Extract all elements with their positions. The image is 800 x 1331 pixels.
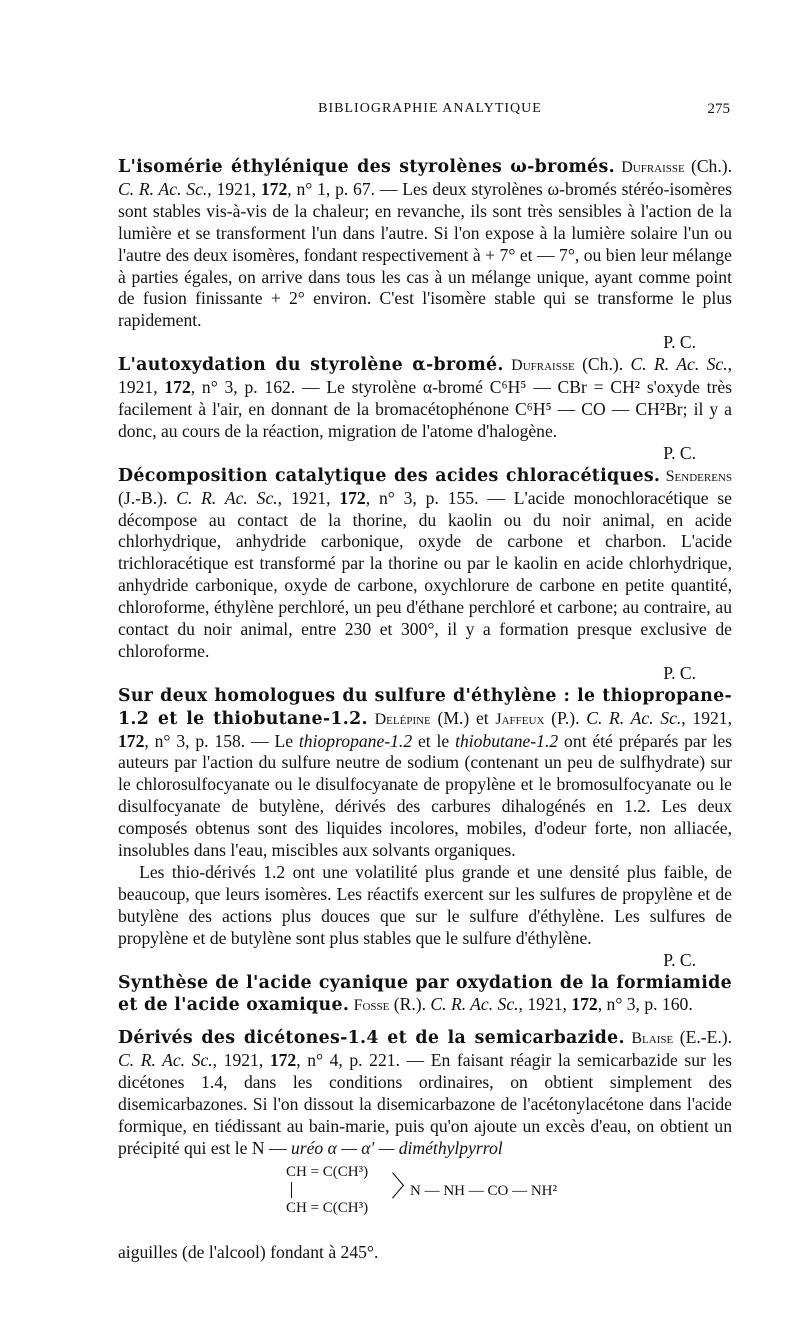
entry-initials: P. C. <box>663 662 696 683</box>
entry-journal: C. R. Ac. Sc. <box>430 994 519 1015</box>
bibliography-entry <box>118 685 732 972</box>
entry-ref: , n° 3, p. 155. <box>365 487 479 508</box>
bibliography-entry <box>118 1027 732 1263</box>
entry-ref: , n° 3, p. 158. <box>144 730 246 751</box>
entry-ref: , 1921, <box>207 178 261 199</box>
entry-volume: 172 <box>164 377 191 398</box>
entry-volume: 172 <box>118 730 145 751</box>
entry-initials: P. C. <box>663 442 696 463</box>
entry-author-2: Jaffeux <box>495 710 545 728</box>
entry-abstract: — Les deux styrolènes ω-bromés stéréo-isomères sont stables vis-à-vis de la chaleur; en revanche, ils sont très sensibles à l'action de la lumière et se transforment l'un dans l'autre. Si l'on expose à la lumière solaire l'un ou l'autre des deux isomères, fondant respectivement à + 7° et — 7°, ou bien leur mélange à parties égales, on arrive dans tous les cas à un mélange unique, ayant comme point de fusion finissante + 2° environ. C'est l'isomère stable qui se transforme le plus rapidement. <box>118 178 732 331</box>
entry-ref: , 1921, <box>277 487 340 508</box>
formula-line-top: CH = C(CH³) <box>286 1163 369 1180</box>
entry-ref: (M.) et <box>430 707 496 728</box>
entry-abstract: ont été préparés par les auteurs par l'action du sulfure neutre de sodium (contenant un peu de sulfhydrate) sur le chlorosulfocyanate ou le disulfocyanate de propylène et le bromosulfocyanate ou le disulfocyanate de butylène, dérivés des carbures dihalogénés en 1.2. Les deux composés obtenus sont des liquides incolores, mobiles, d'odeur forte, non alliacée, insolubles dans l'eau, miscibles aux solvants organiques. <box>118 730 732 861</box>
entry-volume: 172 <box>260 178 288 199</box>
entry-title: Décomposition catalytique des acides chloracétiques. <box>118 465 661 486</box>
entry-author: Dufraisse <box>511 357 575 375</box>
compound-name: thiobutane-1.2 <box>455 730 559 751</box>
entry-title: L'isomérie éthylénique des styrolènes ω-bromés. <box>118 157 615 177</box>
entry-ref: , 1921, <box>212 1050 270 1071</box>
bibliography-entry <box>118 156 732 354</box>
entry-volume: 172 <box>571 994 598 1015</box>
entry-abstract: — Le <box>245 730 299 751</box>
bibliography-entry <box>118 465 732 685</box>
entry-title: Sur deux homologues du sulfure d'éthylène : le thiopropane-1.2 et le thiobutane-1.2. <box>118 685 732 729</box>
formula-bond <box>291 1182 292 1198</box>
entry-ref: , 1921, <box>681 707 732 728</box>
entry-closing: aiguilles (de l'alcool) fondant à 245°. <box>118 1241 379 1262</box>
entry-ref: , n° 4, p. 221. <box>296 1050 400 1071</box>
entry-author: Senderens <box>665 467 732 485</box>
compound-name: uréo α — α' — diméthylpyrrol <box>290 1137 503 1158</box>
page-body <box>118 156 732 1264</box>
entry-volume: 172 <box>339 487 366 508</box>
entry-ref: (E.-E.). <box>673 1027 732 1048</box>
entry-ref: (Ch.). <box>574 354 631 375</box>
header-title: BIBLIOGRAPHIE ANALYTIQUE <box>318 101 542 116</box>
entry-abstract: — Le styrolène α-bromé C⁶H⁵ — CBr = CH² s'oxyde très facilement à l'air, en donnant de la bromacétophénone C⁶H⁵ — CO — CH²Br; il y a donc, au cours de la réaction, migration de l'atome d'halogène. <box>118 377 733 441</box>
bibliography-entry <box>118 972 732 1018</box>
entry-abstract: et le <box>412 730 456 751</box>
bibliography-entry <box>118 354 732 465</box>
entry-title: Synthèse de l'acide cyanique par oxydation de la formiamide et de l'acide oxamique. <box>118 972 732 1016</box>
formula-brace: 〉 <box>391 1171 420 1203</box>
formula-right: N — NH — CO — NH² <box>410 1182 557 1199</box>
page-number: 275 <box>707 101 730 117</box>
entry-abstract: — En faisant réagir la semicarbazide sur les dicétones 1.4, dans les conditions ordinaires, on obtient simplement des disemicarbazones. Si l'on dissout la disemicarbazone de l'acétonylacétone dans l'acide formique, en tiédissant au bain-marie, puis qu'on ajoute un excès d'eau, on obtient un précipité qui est le N — <box>118 1050 733 1158</box>
entry-journal: C. R. Ac. Sc. <box>118 1050 213 1071</box>
running-header <box>130 101 730 123</box>
entry-ref: , 1921, <box>518 994 572 1015</box>
entry-author: Fosse <box>353 997 390 1015</box>
entry-ref: , n° 3, p. 160. <box>597 994 693 1015</box>
compound-name: thiopropane-1.2 <box>298 730 413 751</box>
entry-journal: C. R. Ac. Sc. <box>176 487 278 508</box>
entry-title: Dérivés des dicétones-1.4 et de la semicarbazide. <box>118 1028 625 1049</box>
entry-ref: , 1921, <box>118 354 733 398</box>
entry-author: Delépine <box>374 710 431 728</box>
entry-journal: C. R. Ac. Sc. <box>586 707 682 728</box>
entry-journal: C. R. Ac. Sc. <box>630 354 728 375</box>
entry-ref: (R.). <box>389 994 431 1015</box>
entry-volume: 172 <box>269 1050 297 1071</box>
entry-ref: , n° 3, p. 162. <box>190 377 296 398</box>
entry-ref: (Ch.). <box>684 156 733 176</box>
entry-journal: C. R. Ac. Sc. <box>118 178 208 199</box>
entry-author: Blaise <box>631 1030 674 1048</box>
entry-title: L'autoxydation du styrolène α-bromé. <box>118 355 504 376</box>
entry-ref: (P.). <box>544 707 587 728</box>
entry-ref: , n° 1, p. 67. <box>287 178 376 199</box>
entry-abstract: — L'acide monochloracétique se décompose au contact de la thorine, du kaolin ou du noir animal, en acide chlorhydrique, anhydride carbonique, oxyde de carbone et charbon. L'acide trichloracétique est transformé par la thorine ou par le kaolin en acide chlorhydrique, anhydride carbonique, oxyde de carbone, oxychlorure de carbone en petite quantité, chloroforme, éthylène perchloré, un peu d'éthane perchloré et carbone; au contraire, au contact du noir animal, entre 230 et 300°, il y a formation presque exclusive de chloroforme. <box>118 487 732 661</box>
entry-abstract-continued: Les thio-dérivés 1.2 ont une volatilité plus grande et une densité plus faible, de beaucoup, que leurs isomères. Les réactifs exercent sur les sulfures de propylène et de butylène des actions plus douces que sur le sulfure d'éthylène. Les sulfures de propylène et de butylène sont plus stables que le sulfure d'éthylène. <box>118 862 732 948</box>
entry-ref: (J.-B.). <box>118 487 177 508</box>
chemical-formula <box>118 1162 732 1234</box>
entry-initials: P. C. <box>663 332 696 353</box>
formula-line-bottom: CH = C(CH³) <box>286 1199 369 1216</box>
entry-initials: P. C. <box>663 949 696 970</box>
entry-author: Dufraisse <box>621 159 685 176</box>
